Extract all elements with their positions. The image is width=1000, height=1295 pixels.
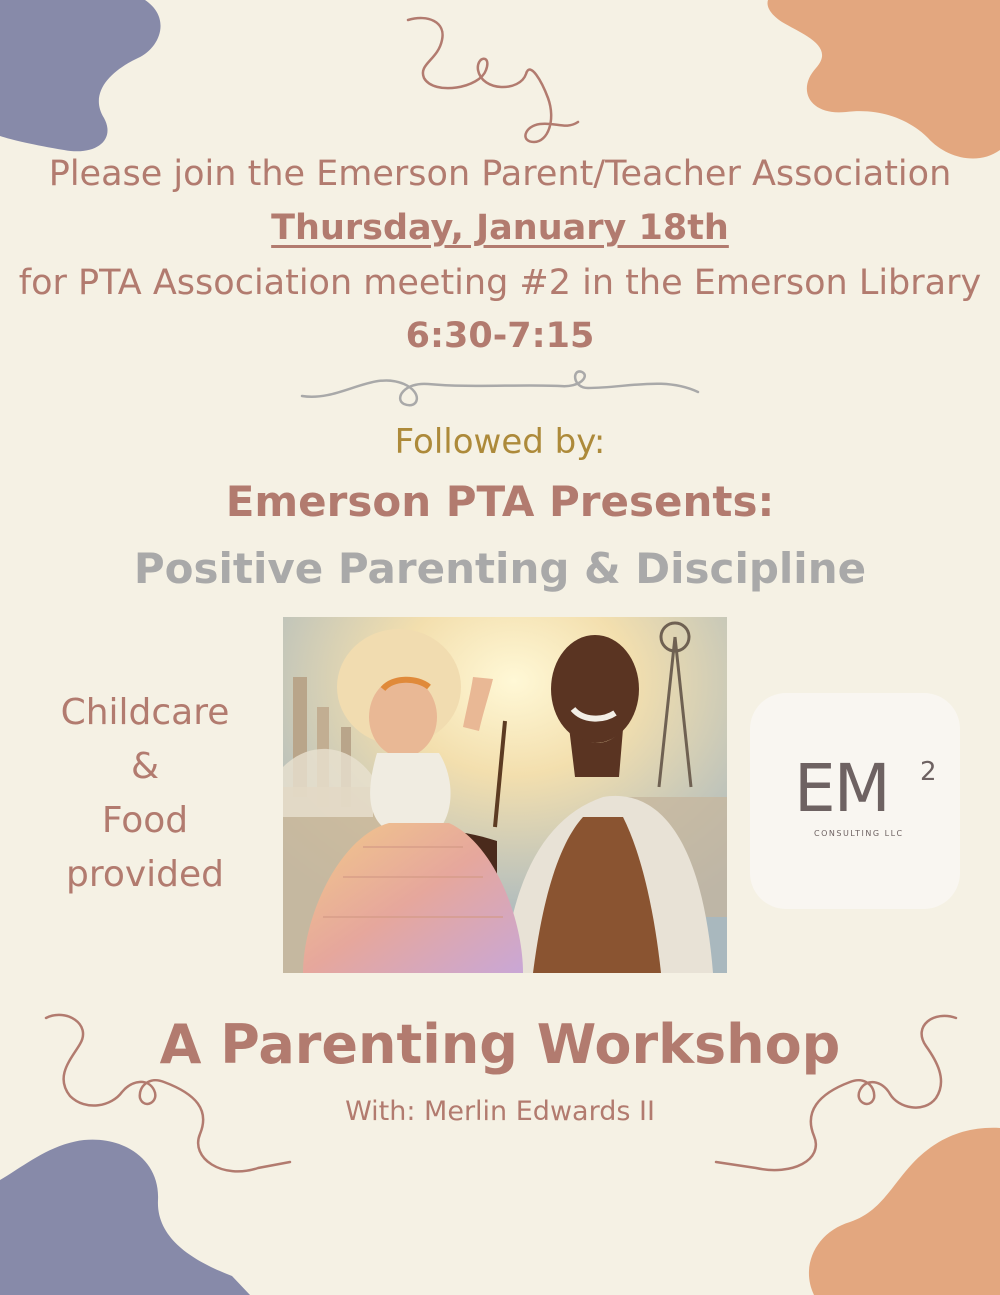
blob-top-right	[768, 0, 1000, 159]
em2-consulting-logo	[750, 693, 960, 909]
invite-line: Please join the Emerson Parent/Teacher Association	[48, 154, 952, 194]
presents-heading: Emerson PTA Presents:	[225, 477, 775, 526]
squiggle-top	[408, 18, 578, 142]
presenter-line: With: Merlin Edwards II	[345, 1096, 655, 1127]
workshop-title: A Parenting Workshop	[159, 1013, 841, 1076]
divider-squiggle	[302, 371, 698, 405]
father-daughter-illustration	[283, 617, 727, 973]
logo-subtitle: CONSULTING LLC	[814, 829, 904, 838]
meeting-time: 6:30-7:15	[405, 316, 595, 356]
note-line-ampersand: &	[130, 746, 160, 787]
logo-mark: EM	[794, 750, 889, 827]
logo-superscript: 2	[920, 757, 937, 787]
blob-bottom-left	[0, 1140, 250, 1295]
meeting-description: for PTA Association meeting #2 in the Emerson Library	[18, 263, 982, 303]
note-line-food: Food	[101, 800, 189, 841]
blob-top-left	[0, 0, 161, 151]
workshop-topic: Positive Parenting & Discipline	[133, 544, 867, 593]
followed-by-label: Followed by:	[394, 422, 606, 462]
meeting-date: Thursday, January 18th	[271, 208, 729, 248]
childcare-note	[30, 686, 260, 902]
note-line-provided: provided	[65, 854, 225, 895]
blob-bottom-right	[809, 1128, 1000, 1295]
note-line-childcare: Childcare	[60, 692, 230, 733]
